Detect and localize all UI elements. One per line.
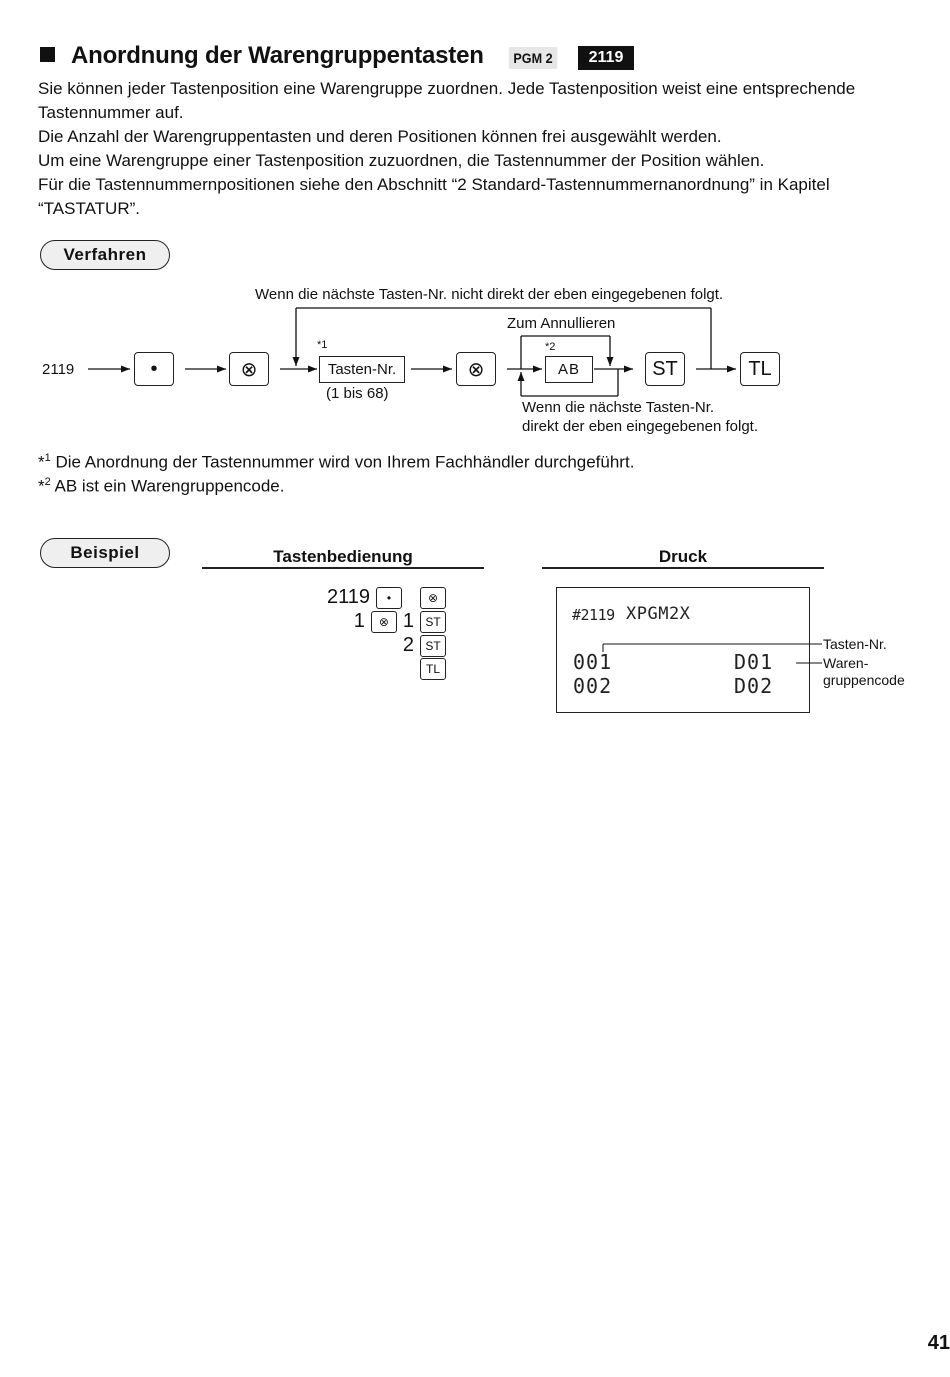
st-key: ST [420,635,446,657]
mode-badge: PGM 2 [509,47,558,69]
multiply-key: ⊗ [456,352,496,386]
tl-key: TL [420,658,446,680]
print-heading: Druck [658,547,708,566]
decimal-point-key: • [134,352,174,386]
procedure-label: Verfahren [40,240,170,270]
footnote-mark: * [38,476,45,496]
tl-key: TL [740,352,780,386]
footnote-marker-2: *2 [545,341,556,353]
entry-number: 1 [353,610,365,632]
decimal-point-key: • [376,587,402,609]
code-badge: 2119 [578,46,634,70]
start-code: 2119 [42,361,75,378]
footnote-number: 2 [44,476,51,488]
page-number: 41 [927,1332,950,1354]
intro-paragraph: Sie können jeder Tastenposition eine Warengruppe zuordnen. Jede Tastenposition weist eine entsprechende Tastennummer auf. [38,79,856,122]
entry-number: 1 [402,610,414,632]
receipt-key-number: 001 [573,650,613,674]
annotation-key-number: Tasten-Nr. [823,636,887,652]
key-number-box: Tasten-Nr. [319,356,405,383]
multiply-key: ⊗ [371,611,397,633]
loop-top-note: Wenn die nächste Tasten-Nr. nicht direkt der eben eingegebenen folgt. [255,286,724,303]
receipt-key-number: 002 [573,674,613,698]
annotation-group-line: gruppencode [823,672,905,688]
group-code-box: AB [545,356,593,383]
range-note: (1 bis 68) [326,385,389,402]
page-title: Anordnung der Warengruppentasten [71,42,484,69]
footnote-mark: * [38,452,45,472]
intro-paragraph: Für die Tastennummernpositionen siehe den Abschnitt “2 Standard-Tastennummernanordnung” in Kapitel “TASTATUR”. [38,175,830,218]
cancel-note: Zum Annullieren [507,315,616,332]
intro-paragraph: Um eine Warengruppe einer Tastenposition zuzuordnen, die Tastennummer der Position wählen. [38,151,765,170]
footnote-text: Die Anordnung der Tastennummer wird von Ihrem Fachhändler durchgeführt. [50,452,635,472]
receipt-header-code: #2119 [572,606,615,624]
footnote-marker-1: *1 [317,339,328,351]
key-operation-heading: Tastenbedienung [273,547,413,566]
entry-number: 2 [402,634,414,656]
loop-bottom-note: direkt der eben eingegebenen folgt. [522,418,759,435]
multiply-key: ⊗ [420,587,446,609]
loop-bottom-note: Wenn die nächste Tasten-Nr. [522,399,715,416]
annotation-group-line: Waren- [823,655,869,671]
receipt-group-code: D01 [734,650,774,674]
footnote-text: AB ist ein Warengruppencode. [50,476,285,496]
footnote-number: 1 [44,452,51,464]
receipt-header-mode: XPGM2X [626,604,691,624]
annotation-group-code [823,655,905,689]
example-label: Beispiel [40,538,170,568]
st-key: ST [645,352,685,386]
st-key: ST [420,611,446,633]
multiply-key: ⊗ [229,352,269,386]
entry-number: 2119 [326,586,370,608]
receipt-group-code: D02 [734,674,774,698]
intro-paragraph: Die Anzahl der Warengruppentasten und deren Positionen können frei ausgewählt werden. [38,127,722,146]
